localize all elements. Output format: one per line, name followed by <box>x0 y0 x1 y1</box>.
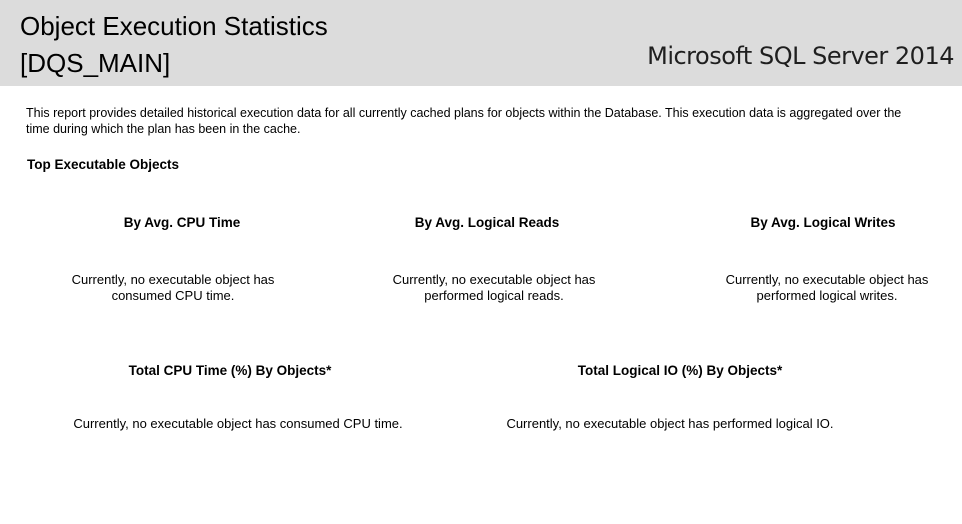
message-line: Currently, no executable object has <box>725 272 929 287</box>
sql-server-logo: Microsoft SQL Server 2014 <box>647 42 954 70</box>
report-header <box>0 0 962 86</box>
top-executable-objects-title: Top Executable Objects <box>27 157 180 172</box>
message-line: Currently, no executable object has <box>392 272 596 287</box>
avg-cpu-time-message <box>48 272 298 304</box>
message-line: performed logical reads. <box>424 288 564 303</box>
database-name: [DQS_MAIN] <box>20 48 171 78</box>
total-cpu-time-heading: Total CPU Time (%) By Objects* <box>128 363 332 378</box>
report-description <box>26 105 962 137</box>
description-line-2: time during which the plan has been in the cache. <box>26 122 301 136</box>
description-line-1: This report provides detailed historical execution data for all currently cached plans for objects within the Database. This execution data is aggregated over the <box>26 106 902 120</box>
avg-logical-writes-heading: By Avg. Logical Writes <box>750 215 896 230</box>
avg-cpu-time-heading: By Avg. CPU Time <box>123 215 241 230</box>
avg-logical-reads-message <box>369 272 619 304</box>
message-line: performed logical writes. <box>756 288 898 303</box>
message-line: consumed CPU time. <box>111 288 235 303</box>
total-cpu-time-message: Currently, no executable object has consumed CPU time. <box>73 416 403 431</box>
total-logical-io-message: Currently, no executable object has performed logical IO. <box>506 416 834 431</box>
message-line: Currently, no executable object has <box>71 272 275 287</box>
avg-logical-reads-heading: By Avg. Logical Reads <box>414 215 560 230</box>
total-logical-io-heading: Total Logical IO (%) By Objects* <box>577 363 783 378</box>
avg-logical-writes-message <box>699 272 955 304</box>
report-title: Object Execution Statistics <box>20 11 328 41</box>
